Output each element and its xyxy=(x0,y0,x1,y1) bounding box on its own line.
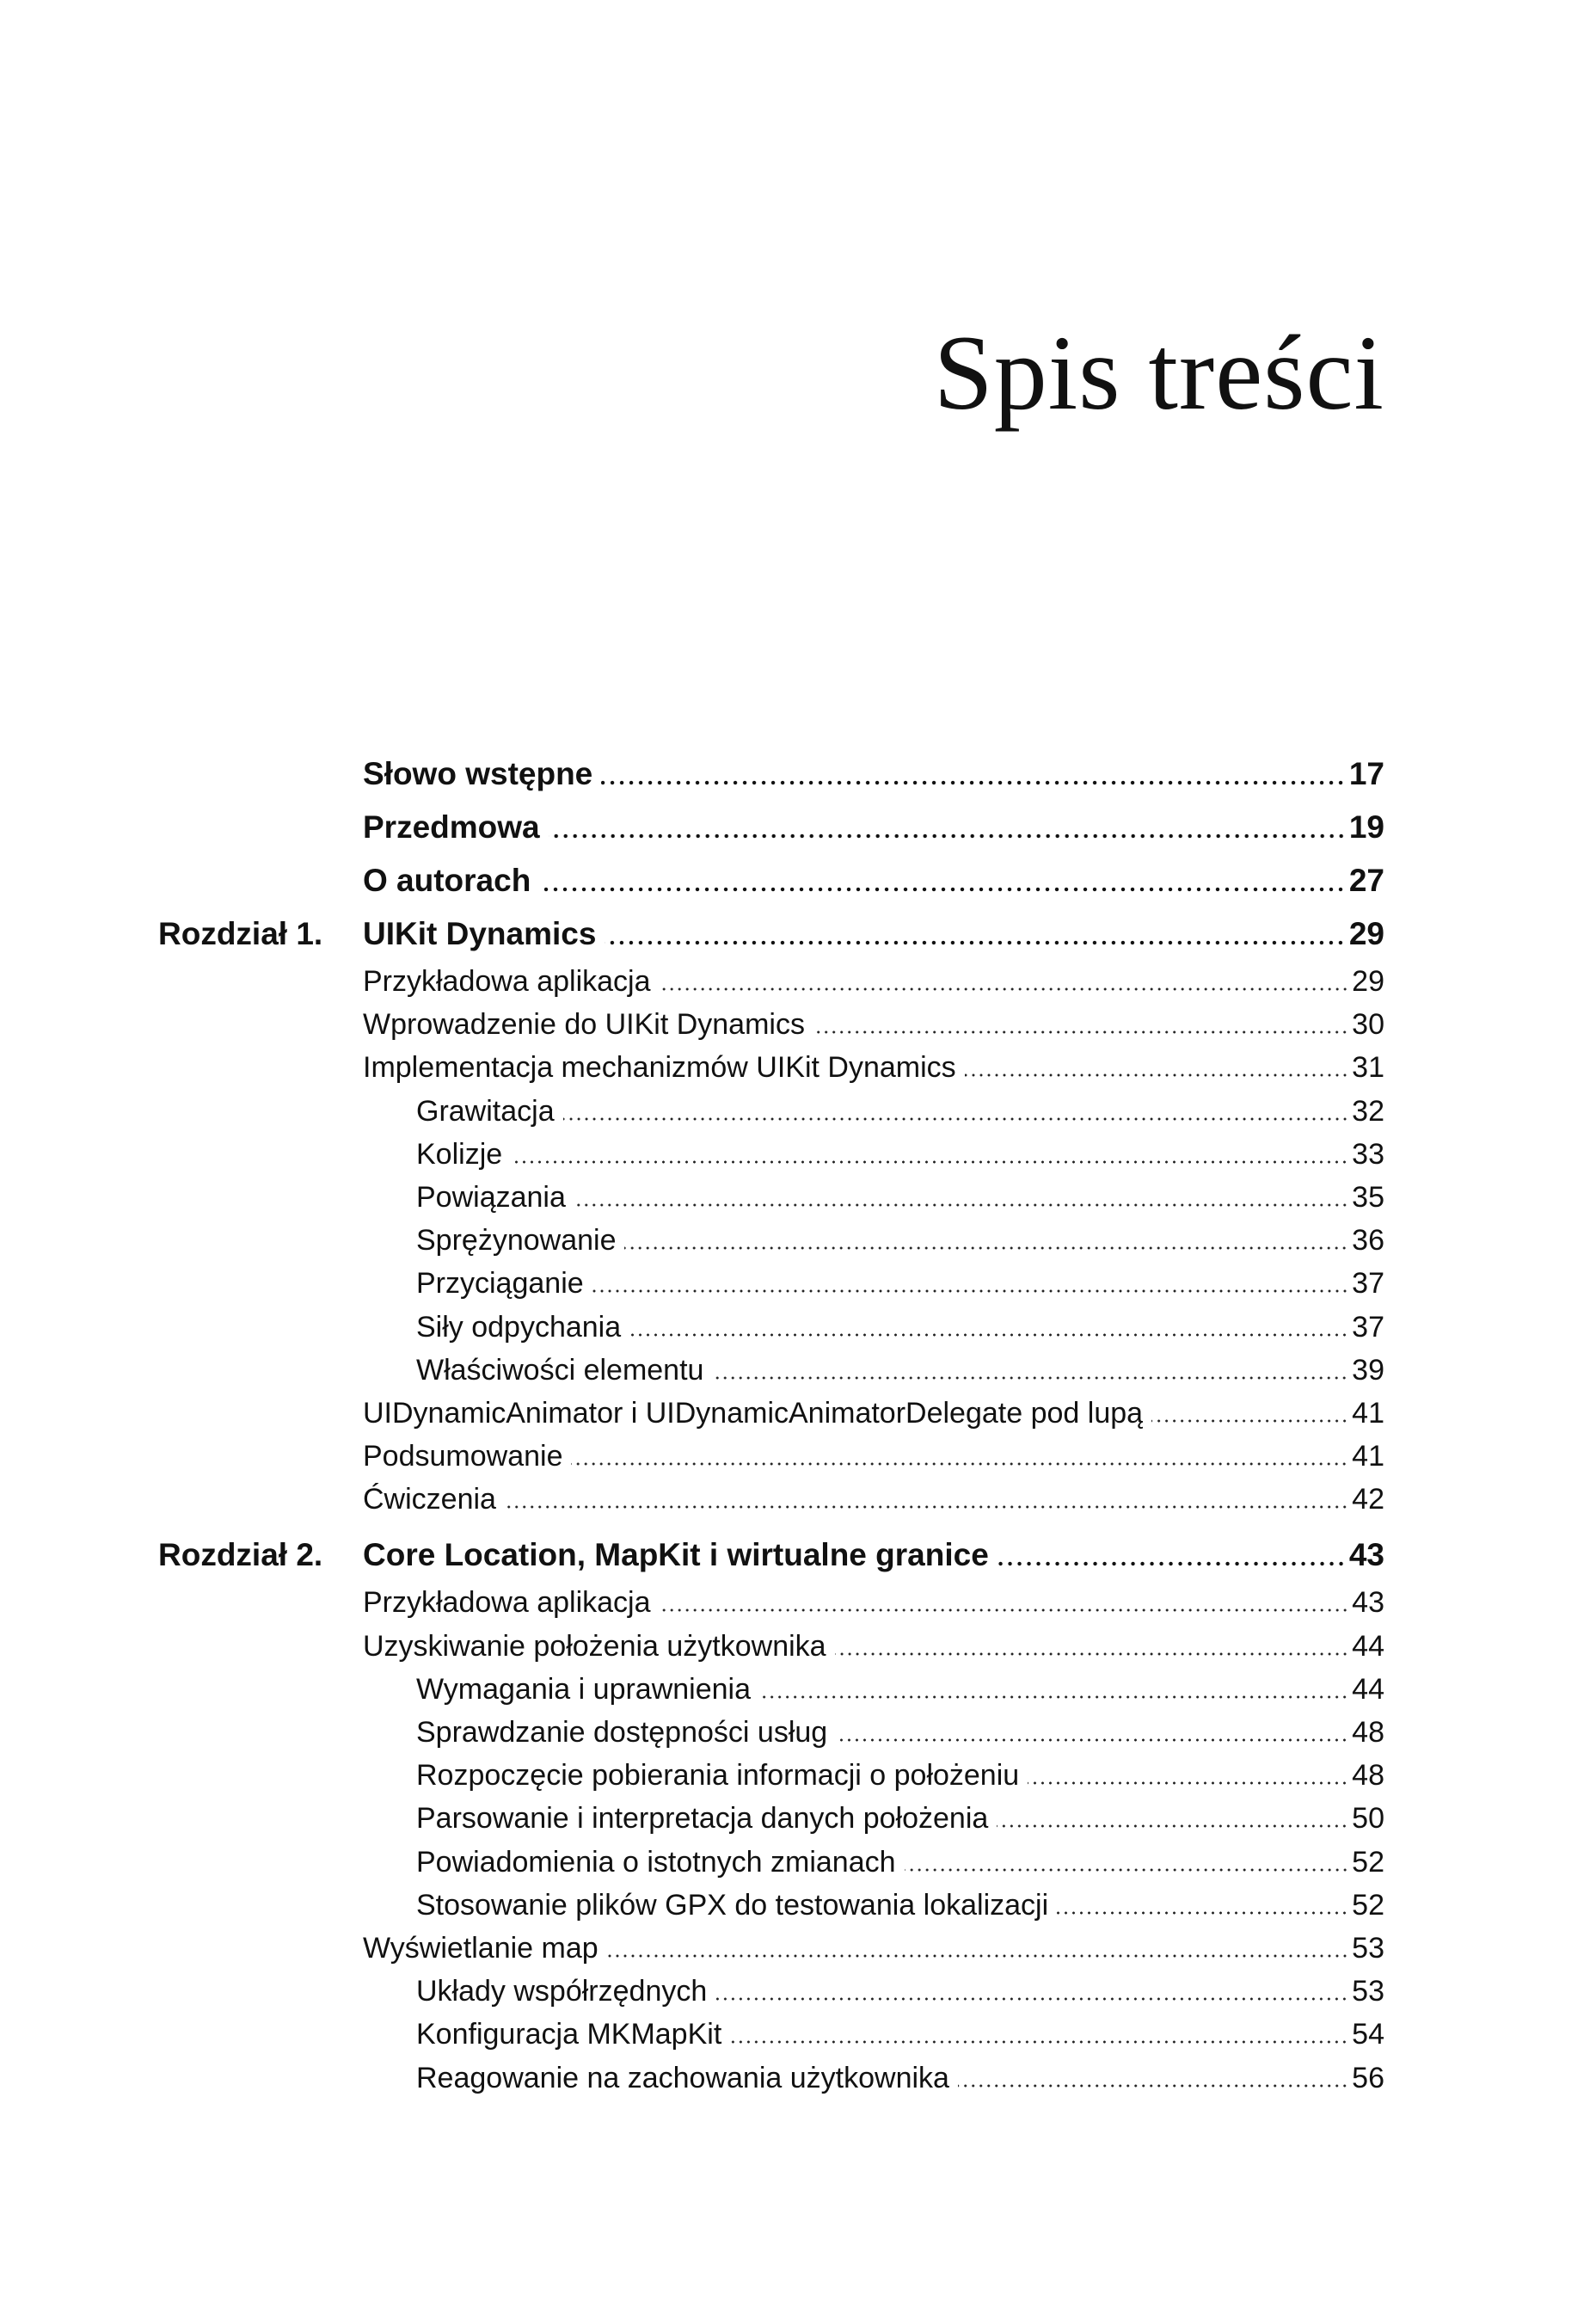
toc-entry-page: 29 xyxy=(1352,965,1384,998)
dot-leader xyxy=(958,2084,1348,2088)
toc-entry-page: 56 xyxy=(1352,2061,1384,2094)
toc-entry-title: Wyświetlanie map xyxy=(363,1932,598,1965)
dot-leader xyxy=(712,1376,1348,1380)
toc-entry xyxy=(0,1574,1596,1620)
toc-entry-page: 37 xyxy=(1352,1310,1384,1344)
toc-entry-page: 52 xyxy=(1352,1888,1384,1922)
toc-entry-title: UIKit Dynamics xyxy=(363,916,597,951)
toc-entry-page: 41 xyxy=(1352,1397,1384,1430)
toc-entry-title: UIDynamicAnimator i UIDynamicAnimatorDelegate pod lupą xyxy=(363,1397,1144,1430)
toc-entry-line xyxy=(416,1718,1384,1747)
toc-entry-page: 43 xyxy=(1348,1537,1384,1573)
dot-leader xyxy=(624,1246,1348,1250)
toc-entry-title: Przykładowa aplikacja xyxy=(363,1586,651,1620)
toc-entry-line xyxy=(416,1137,1384,1171)
chapter-label: Rozdział 1. xyxy=(158,916,323,951)
toc-entry-line xyxy=(416,1267,1384,1301)
toc-entry xyxy=(0,953,1596,996)
chapter-label: Rozdział 2. xyxy=(158,1537,323,1573)
dot-leader xyxy=(905,1868,1349,1872)
toc-entry-line xyxy=(416,1183,1384,1212)
toc-entry-line xyxy=(416,1759,1384,1793)
toc-entry-line xyxy=(363,811,1384,843)
toc-entry-page: 41 xyxy=(1352,1440,1384,1473)
dot-leader xyxy=(1151,1419,1348,1423)
dot-leader xyxy=(592,1289,1349,1293)
toc-entry-page: 37 xyxy=(1352,1267,1384,1301)
toc-entry-title: Właściwości elementu xyxy=(416,1353,704,1387)
toc-entry-title: Uzyskiwanie położenia użytkownika xyxy=(363,1629,826,1663)
dot-leader xyxy=(629,1333,1348,1337)
toc-entry-line xyxy=(363,1051,1384,1085)
toc-entry xyxy=(0,907,1596,950)
toc-entry xyxy=(0,1083,1596,1126)
toc-entry-title: Słowo wstępne xyxy=(363,756,593,791)
toc-entry-title: Podsumowanie xyxy=(363,1440,563,1473)
toc-entry xyxy=(0,1920,1596,1963)
dot-leader xyxy=(813,1030,1348,1034)
toc-entry xyxy=(0,1039,1596,1085)
toc-entry-line xyxy=(363,1586,1384,1620)
toc-entry-line xyxy=(416,1353,1384,1387)
toc-entry-title: Kolizje xyxy=(416,1137,503,1171)
dot-leader xyxy=(549,833,1346,839)
toc-entry xyxy=(0,1747,1596,1793)
toc-entry-title: Sprawdzanie dostępności usług xyxy=(416,1716,828,1749)
dot-leader xyxy=(998,1561,1346,1566)
toc-entry-page: 27 xyxy=(1348,863,1384,898)
toc-entry-page: 31 xyxy=(1352,1051,1384,1085)
toc-entry-title: Stosowanie plików GPX do testowania lokalizacji xyxy=(416,1888,1049,1922)
dot-leader xyxy=(997,1824,1348,1828)
toc-entry-page: 48 xyxy=(1352,1716,1384,1749)
toc-entry xyxy=(0,1963,1596,2006)
toc-entry-title: O autorach xyxy=(363,863,531,898)
toc-entry-title: Wprowadzenie do UIKit Dynamics xyxy=(363,1008,805,1042)
toc-entry-page: 19 xyxy=(1348,809,1384,845)
toc-entry xyxy=(0,747,1596,790)
page-title: Spis treści xyxy=(933,314,1384,432)
toc-entry xyxy=(0,1385,1596,1428)
toc-entry-line xyxy=(363,967,1384,996)
toc-entry xyxy=(0,2006,1596,2049)
toc-entry-page: 39 xyxy=(1352,1353,1384,1387)
toc-entry-page: 50 xyxy=(1352,1802,1384,1836)
toc-entry-title: Reagowanie na zachowania użytkownika xyxy=(416,2061,949,2094)
dot-leader xyxy=(563,1117,1349,1121)
dot-leader xyxy=(601,780,1346,785)
toc-entry-line xyxy=(363,918,1384,950)
toc-entry-line xyxy=(363,1442,1384,1471)
toc-entry-line xyxy=(416,2063,1384,2093)
toc-entry-line xyxy=(416,1977,1384,2006)
toc-entry-line xyxy=(363,1539,1384,1571)
toc-entry-line xyxy=(416,1094,1384,1128)
toc-entry-page: 53 xyxy=(1352,1975,1384,2008)
dot-leader xyxy=(605,940,1345,945)
toc-entry-title: Parsowanie i interpretacja danych położenia xyxy=(416,1802,989,1836)
toc-entry xyxy=(0,1126,1596,1169)
toc-entry-line xyxy=(416,1224,1384,1258)
toc-entry xyxy=(0,853,1596,896)
toc-entry-page: 54 xyxy=(1352,2018,1384,2051)
dot-leader xyxy=(505,1505,1348,1509)
toc-entry-title: Siły odpychania xyxy=(416,1310,622,1344)
toc-entry xyxy=(0,1528,1596,1571)
toc-entry-title: Core Location, MapKit i wirtualne granice xyxy=(363,1537,989,1573)
toc-entry-page: 35 xyxy=(1352,1181,1384,1214)
dot-leader xyxy=(835,1652,1349,1656)
dot-leader xyxy=(660,987,1349,991)
dot-leader xyxy=(730,2040,1348,2044)
dot-leader xyxy=(715,1997,1348,2001)
toc-entry-page: 33 xyxy=(1352,1137,1384,1171)
toc-entry-title: Układy współrzędnych xyxy=(416,1975,708,2008)
dot-leader xyxy=(660,1608,1349,1612)
dot-leader xyxy=(539,887,1346,892)
dot-leader xyxy=(1057,1911,1348,1915)
toc-entry xyxy=(0,1877,1596,1920)
toc-entry-title: Powiązania xyxy=(416,1181,566,1214)
toc-entry-page: 42 xyxy=(1352,1483,1384,1516)
toc-entry xyxy=(0,1661,1596,1704)
toc-entry-title: Rozpoczęcie pobierania informacji o położeniu xyxy=(416,1759,1020,1793)
toc-entry-page: 48 xyxy=(1352,1759,1384,1793)
toc-entry-title: Przykładowa aplikacja xyxy=(363,965,651,998)
toc-entry xyxy=(0,1299,1596,1342)
toc-entry-title: Przedmowa xyxy=(363,809,540,845)
toc-entry-line xyxy=(363,1629,1384,1663)
toc-entry xyxy=(0,1704,1596,1747)
toc-entry-line xyxy=(363,864,1384,896)
toc-entry-line xyxy=(416,1802,1384,1836)
toc-entry-page: 29 xyxy=(1348,916,1384,951)
toc-entry xyxy=(0,800,1596,843)
toc-entry-page: 43 xyxy=(1352,1586,1384,1620)
toc-entry-page: 44 xyxy=(1352,1629,1384,1663)
toc-entry-title: Grawitacja xyxy=(416,1094,555,1128)
toc-entry xyxy=(0,2050,1596,2093)
toc-entry-line xyxy=(363,1934,1384,1963)
toc-entry xyxy=(0,1834,1596,1877)
toc-entry-title: Przyciąganie xyxy=(416,1267,584,1301)
toc-entry xyxy=(0,996,1596,1042)
toc-entry xyxy=(0,1790,1596,1836)
toc-entry-line xyxy=(416,1845,1384,1879)
toc-entry-line xyxy=(416,1310,1384,1344)
dot-leader xyxy=(965,1073,1349,1077)
toc-entry-title: Konfiguracja MKMapKit xyxy=(416,2018,722,2051)
dot-leader xyxy=(607,1954,1348,1958)
toc-entry-line xyxy=(363,1008,1384,1042)
toc-entry-page: 52 xyxy=(1352,1845,1384,1879)
toc-entry-page: 17 xyxy=(1348,756,1384,791)
toc-entry-line xyxy=(363,1399,1384,1428)
toc-entry xyxy=(0,1255,1596,1301)
toc-entry-title: Powiadomienia o istotnych zmianach xyxy=(416,1845,896,1879)
toc-entry-title: Wymagania i uprawnienia xyxy=(416,1672,752,1706)
toc-entry xyxy=(0,1618,1596,1661)
toc-entry-line xyxy=(416,1888,1384,1922)
toc-entry-page: 36 xyxy=(1352,1224,1384,1258)
toc-entry-title: Ćwiczenia xyxy=(363,1483,496,1516)
toc-entry xyxy=(0,1342,1596,1385)
toc-entry-line xyxy=(416,1672,1384,1706)
toc-entry-title: Implementacja mechanizmów UIKit Dynamics xyxy=(363,1051,956,1085)
toc-entry xyxy=(0,1471,1596,1514)
toc-entry-page: 32 xyxy=(1352,1094,1384,1128)
toc-entry-page: 44 xyxy=(1352,1672,1384,1706)
dot-leader xyxy=(1028,1781,1348,1785)
toc-entry-page: 30 xyxy=(1352,1008,1384,1042)
toc-entry-line xyxy=(363,1485,1384,1514)
dot-leader xyxy=(574,1203,1348,1207)
dot-leader xyxy=(836,1738,1348,1742)
toc-entry xyxy=(0,1169,1596,1212)
toc-entry-line xyxy=(416,2020,1384,2049)
toc-entry xyxy=(0,1212,1596,1258)
dot-leader xyxy=(511,1160,1348,1164)
toc-entry-title: Sprężynowanie xyxy=(416,1224,617,1258)
toc-entry xyxy=(0,1428,1596,1471)
toc-entry-line xyxy=(363,758,1384,790)
toc-entry-page: 53 xyxy=(1352,1932,1384,1965)
dot-leader xyxy=(759,1695,1348,1699)
dot-leader xyxy=(571,1462,1348,1466)
